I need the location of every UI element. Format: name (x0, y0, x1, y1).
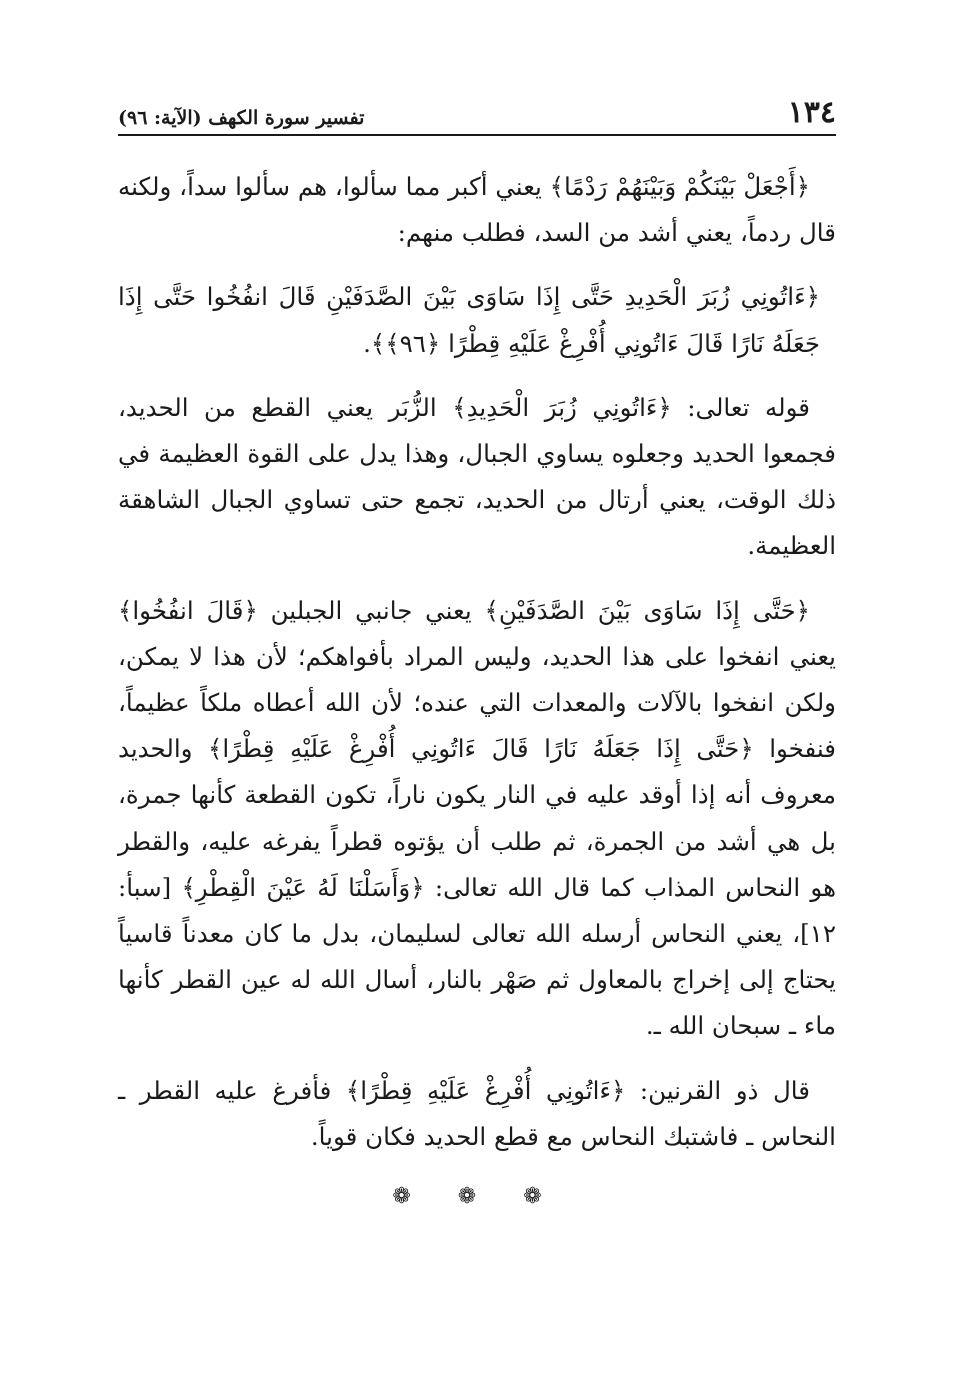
paragraph: قال ذو القرنين: ﴿ءَاتُونِي أُفْرِغْ عَلَيْهِ قِطْرًا﴾ فأفرغ عليه القطر ـ النحاس ـ فاشتبك النحاس مع قطع الحديد فكان قوياً. (118, 1075, 836, 1151)
paragraph: ﴿أَجْعَلْ بَيْنَكُمْ وَبَيْنَهُمْ رَدْمًا﴾ يعني أكبر مما سألوا، هم سألوا سداً، ولكنه قال ردماً، يعني أشد من السد، فطلب منهم: (118, 172, 836, 248)
page-header (118, 92, 836, 136)
quran-verse: ﴿ءَاتُونِي زُبَرَ الْحَدِيدِ حَتَّى إِذَا سَاوَى بَيْنَ الصَّدَفَيْنِ قَالَ انفُخُوا حَتَّى إِذَا جَعَلَهُ نَارًا قَالَ ءَاتُونِي أُفْرِغْ عَلَيْهِ قِطْرًا ﴿٩٦﴾﴾. (118, 282, 820, 358)
paragraph: قوله تعالى: ﴿ءَاتُونِي زُبَرَ الْحَدِيدِ﴾ الزُّبَر يعني القطع من الحديد، فجمعوا الحديد وجعلوه يساوي الجبال، وهذا يدل على القوة العظيمة في ذلك الوقت، يعني أرتال من الحديد، تجمع حتى تساوي الجبال الشاهقة العظيمة. (118, 392, 836, 561)
book-page (118, 92, 836, 1209)
page-number: ١٣٤ (787, 95, 836, 130)
running-title: تفسير سورة الكهف (الآية: ٩٦) (118, 107, 365, 129)
section-end-ornament: ❁ ❁ ❁ (392, 1184, 562, 1210)
paragraph: ﴿حَتَّى إِذَا سَاوَى بَيْنَ الصَّدَفَيْنِ﴾ يعني جانبي الجبلين ﴿قَالَ انفُخُوا﴾ يعني انفخوا على هذا الحديد، وليس المراد بأفواهكم؛ لأن هذا لا يمكن، ولكن انفخوا بالآلات والمعدات التي عنده؛ لأن الله أعطاه ملكاً عظيماً، فنفخوا ﴿حَتَّى إِذَا جَعَلَهُ نَارًا قَالَ ءَاتُونِي أُفْرِغْ عَلَيْهِ قِطْرًا﴾ والحديد معروف أنه إذا أوقد عليه في النار يكون ناراً، تكون القطعة كأنها جمرة، بل هي أشد من الجمرة، ثم طلب أن يؤتوه قطراً يفرغه عليه، والقطر هو النحاس المذاب كما قال الله تعالى: ﴿وَأَسَلْنَا لَهُ عَيْنَ الْقِطْرِ﴾ [سبأ: ١٢]، يعني النحاس أرسله الله تعالى لسليمان، بدل ما كان معدناً قاسياً يحتاج إلى إخراج بالمعاول ثم صَهْر بالنار، أسال الله له عين القطر كأنها ماء ـ سبحان الله ـ. (118, 595, 836, 1041)
page-body (118, 164, 836, 1160)
